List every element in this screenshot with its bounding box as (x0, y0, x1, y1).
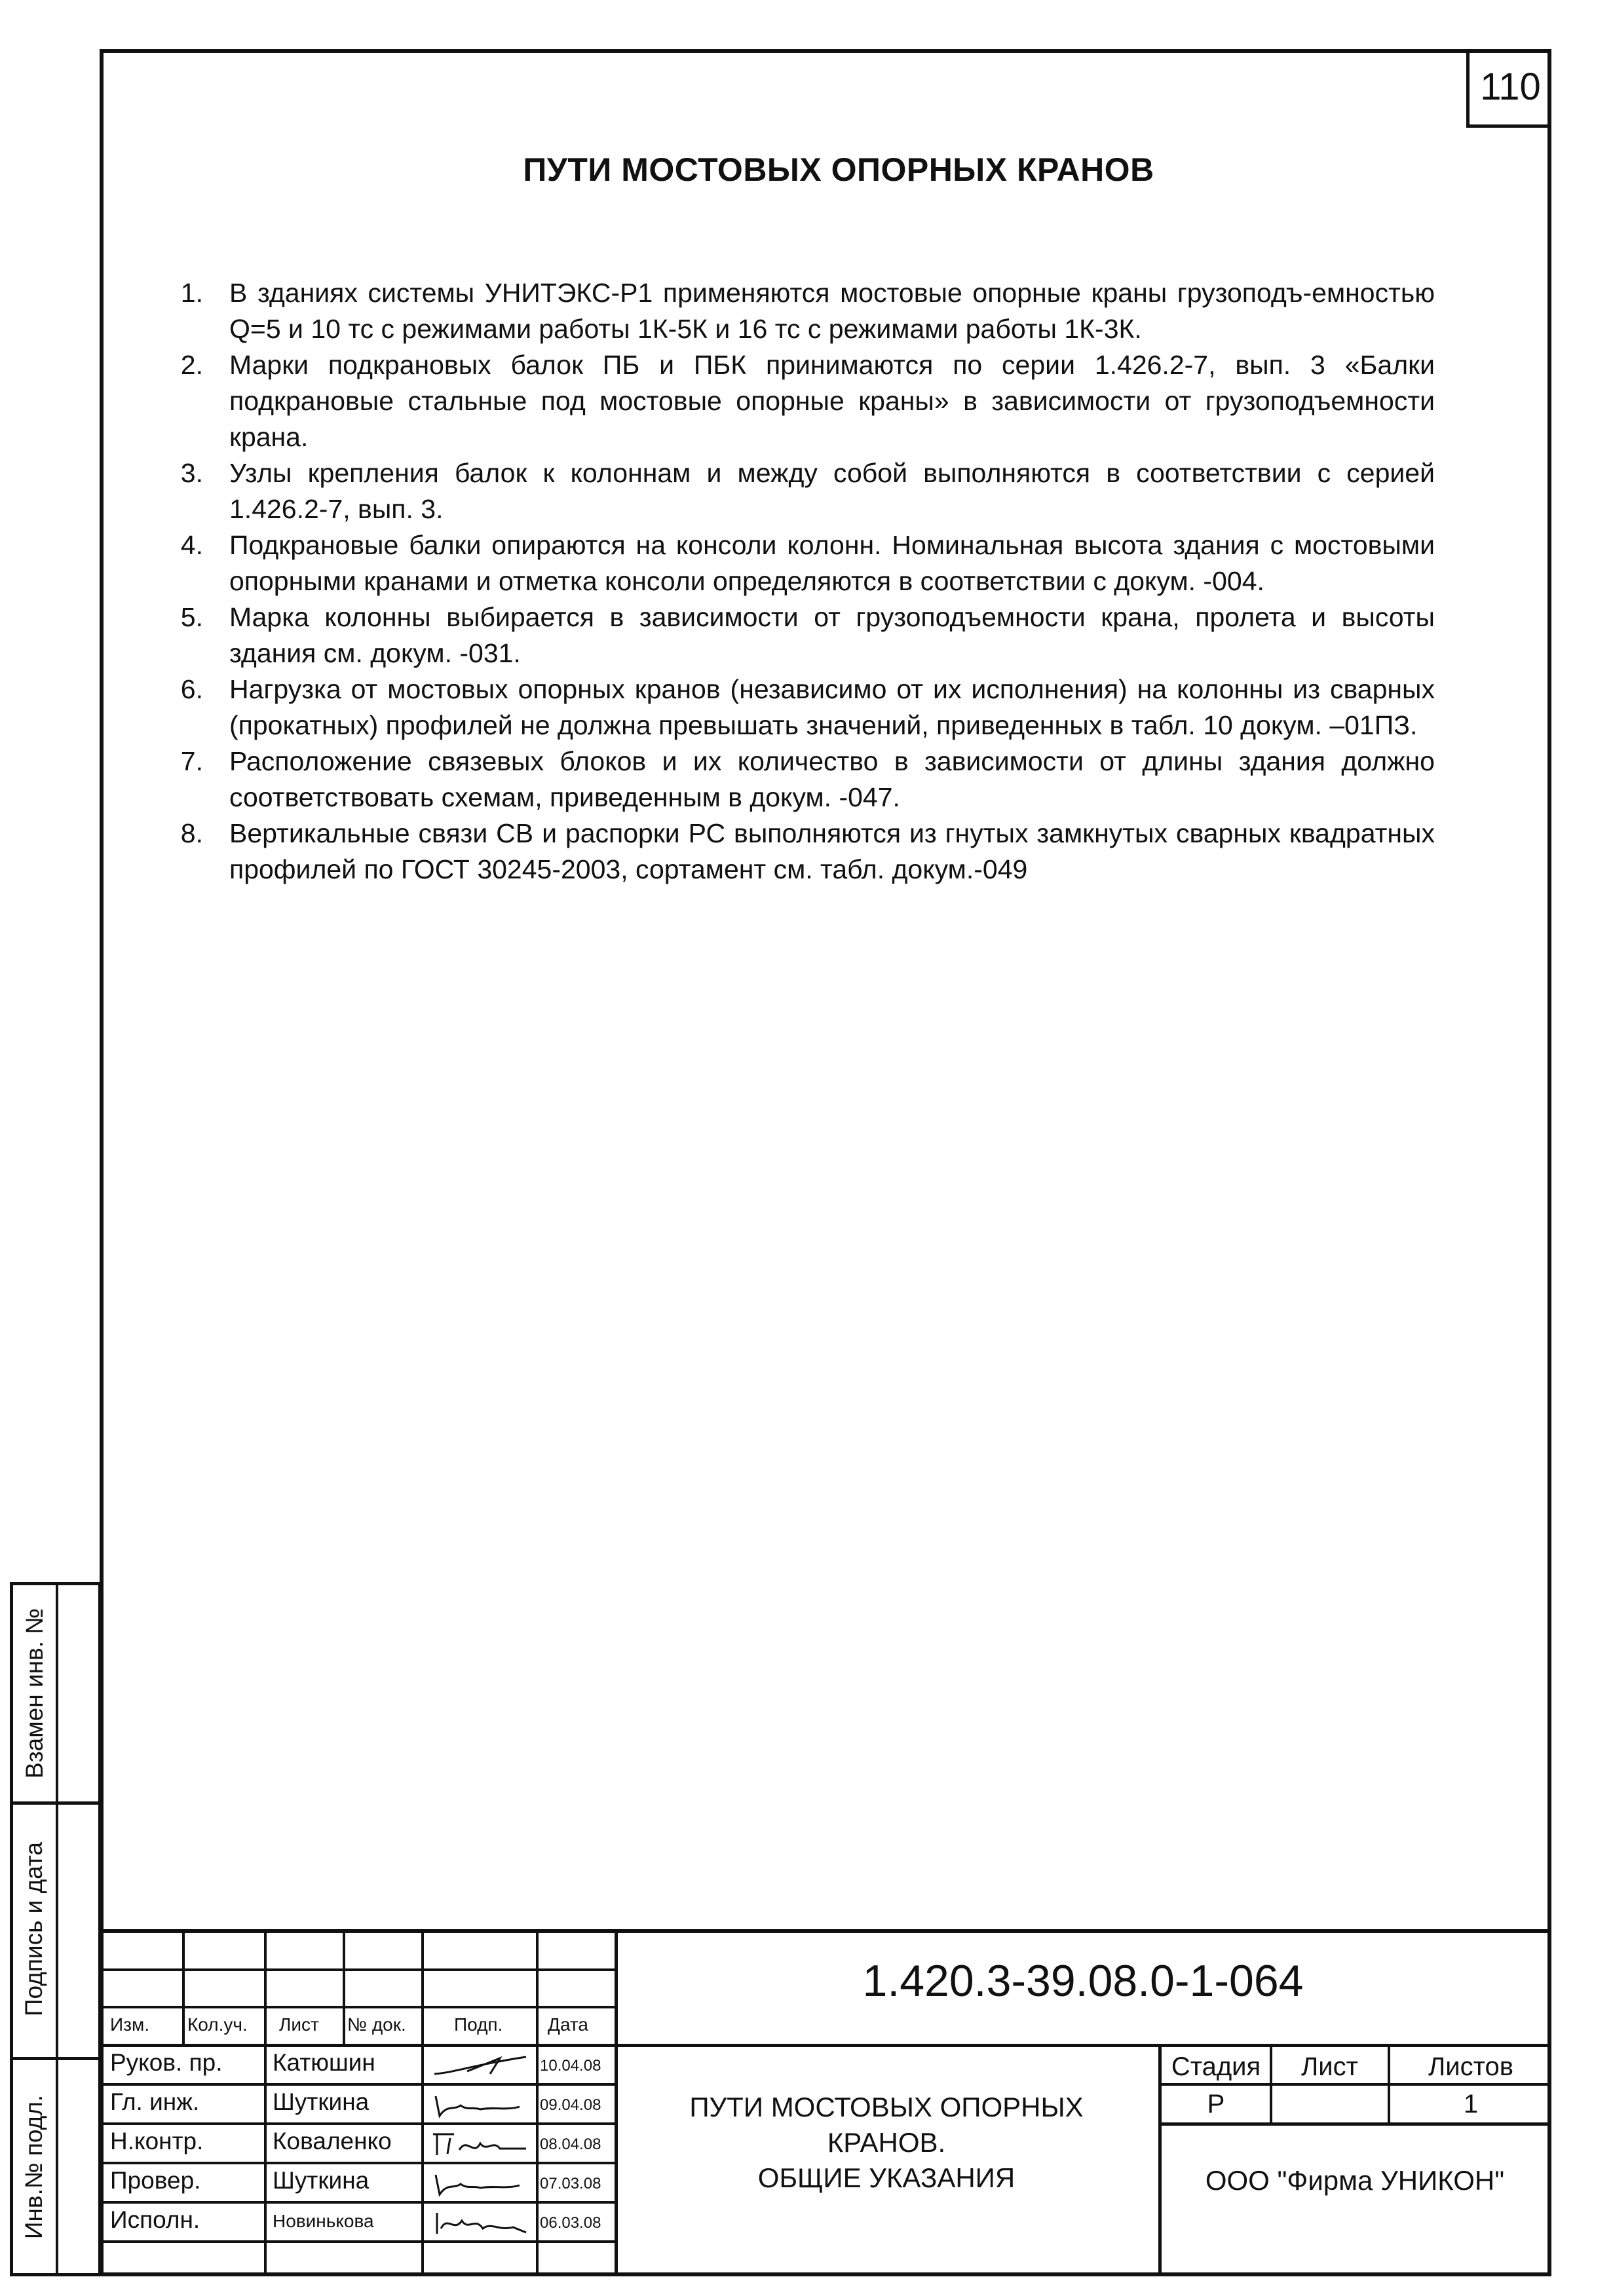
header-kol: Кол.уч. (187, 2014, 248, 2035)
signature-mark (428, 2091, 533, 2120)
person-name: Коваленко (273, 2128, 392, 2155)
list-item (164, 275, 1435, 347)
person-name: Шуткина (273, 2167, 370, 2194)
item-text: Марки подкрановых балок ПБ и ПБК принимаются по серии 1.426.2-7, вып. 3 «Балки подкрановые стальные под мостовые опорные краны» в зависимости от грузоподъемности крана. (229, 350, 1435, 452)
replaced-inv-label: Взамен инв. № (20, 1608, 48, 1778)
header-izm: Изм. (110, 2014, 149, 2035)
item-text: Расположение связевых блоков и их количество в зависимости от длины здания должно соответствовать схемам, приведенным в докум. -047. (229, 746, 1435, 812)
sign-date: 07.03.08 (540, 2175, 601, 2192)
item-text: В зданиях системы УНИТЭКС-Р1 применяются мостовые опорные краны грузоподъ-емностью Q=5 и 10 тс с режимами работы 1К-5К и 16 тс с режимами работы 1К-3К. (229, 278, 1435, 344)
tb-line (182, 1929, 185, 2044)
item-number: 7. (180, 746, 203, 776)
person-name: Катюшин (273, 2049, 375, 2076)
tb-line (536, 1929, 539, 2276)
tb-line (1158, 2122, 1551, 2126)
item-number: 6. (180, 674, 203, 704)
item-number: 8. (180, 818, 203, 848)
item-number: 4. (180, 530, 203, 560)
signature-mark (428, 2209, 533, 2238)
header-podp: Подп. (454, 2014, 503, 2035)
title-block (104, 1929, 1551, 2276)
sheets-label: Листов (1428, 2052, 1513, 2081)
role-label: Н.контр. (110, 2128, 204, 2155)
list-item (164, 743, 1435, 816)
tb-border (104, 1929, 1551, 1933)
item-text: Вертикальные связи СВ и распорки РС выполняются из гнутых замкнутых сварных квадратных профилей по ГОСТ 30245-2003, сортамент см. табл. докум.-049 (229, 818, 1435, 884)
document-name-line: ПУТИ МОСТОВЫХ ОПОРНЫХ (689, 2092, 1084, 2122)
item-text: Подкрановые балки опираются на консоли колонн. Номинальная высота здания с мостовыми опорными кранами и отметка консоли определяются в соответствии с докум. -004. (229, 530, 1435, 596)
stage-label: Стадия (1171, 2052, 1261, 2081)
item-text: Узлы крепления балок к колоннам и между собой выполняются в соответствии с серией 1.426.2-7, вып. 3. (229, 458, 1435, 524)
company-name: ООО "Фирма УНИКОН" (1205, 2165, 1505, 2196)
document-code: 1.420.3-39.08.0-1-064 (862, 1956, 1304, 2006)
tb-line (264, 1929, 267, 2276)
list-item (164, 347, 1435, 455)
item-number: 5. (180, 602, 203, 632)
sign-date: 06.03.08 (540, 2214, 601, 2232)
list-item (164, 599, 1435, 671)
instructions-list (164, 275, 1435, 888)
sheets-value: 1 (1463, 2090, 1479, 2118)
page-number: 110 (1466, 49, 1551, 128)
item-number: 2. (180, 350, 203, 380)
header-list: Лист (279, 2014, 319, 2035)
margin-divider (56, 1585, 58, 2273)
list-item (164, 816, 1435, 888)
signature-mark (428, 2170, 533, 2198)
document-name (615, 2090, 1158, 2196)
sheet-label: Лист (1301, 2052, 1358, 2081)
list-item (164, 455, 1435, 527)
sign-date: 09.04.08 (540, 2096, 601, 2114)
item-number: 3. (180, 458, 203, 488)
tb-line (343, 1929, 345, 2044)
item-text: Нагрузка от мостовых опорных кранов (независимо от их исполнения) на колонны из сварных (прокатных) профилей не должна превышать значений, приведенных в табл. 10 докум. –01ПЗ. (229, 674, 1435, 740)
person-name: Шуткина (273, 2088, 370, 2115)
sign-date: 08.04.08 (540, 2136, 601, 2153)
person-name: Новинькова (273, 2211, 374, 2231)
signature-mark (428, 2052, 533, 2080)
tb-line (104, 2044, 1551, 2047)
sign-date-label: Подпись и дата (20, 1841, 48, 2017)
item-text: Марка колонны выбирается в зависимости от грузоподъемности крана, пролета и высоты здания см. докум. -031. (229, 602, 1435, 668)
list-item (164, 527, 1435, 599)
tb-line (421, 1929, 424, 2276)
document-name-line: ОБЩИЕ УКАЗАНИЯ (757, 2162, 1015, 2193)
item-number: 1. (180, 278, 203, 308)
tb-line (1158, 2044, 1162, 2276)
role-label: Руков. пр. (110, 2049, 223, 2076)
stage-value: Р (1207, 2090, 1225, 2118)
header-ndoc: № док. (347, 2014, 406, 2035)
margin-stamp (10, 1582, 102, 2276)
role-label: Исполн. (110, 2206, 200, 2233)
list-item (164, 671, 1435, 743)
page-title: ПУТИ МОСТОВЫХ ОПОРНЫХ КРАНОВ (523, 151, 1154, 188)
role-label: Гл. инж. (110, 2088, 200, 2115)
sign-date: 10.04.08 (540, 2057, 601, 2075)
inv-orig-label: Инв.№ подл. (20, 2094, 48, 2239)
signature-mark (428, 2130, 533, 2159)
tb-line (1158, 2083, 1551, 2086)
document-name-line: КРАНОВ. (827, 2127, 946, 2158)
header-date: Дата (548, 2014, 589, 2035)
role-label: Провер. (110, 2167, 201, 2194)
